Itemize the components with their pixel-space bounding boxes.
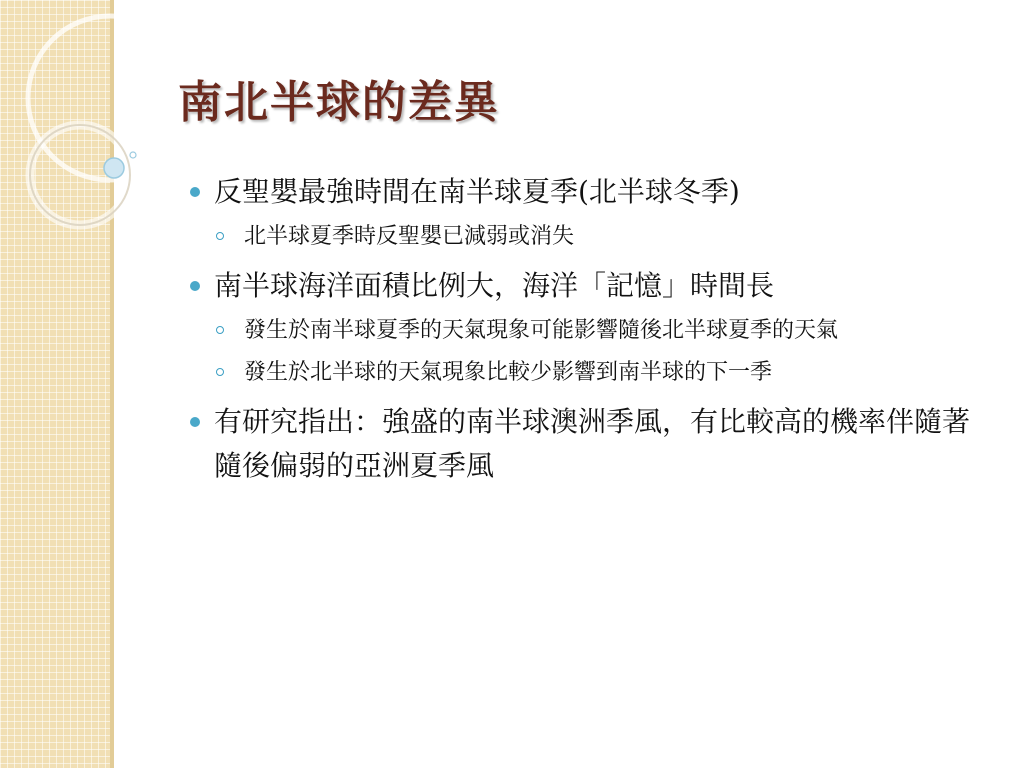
sub-bullet-2-2-text: 發生於北半球的天氣現象比較少影響到南半球的下一季 (244, 360, 773, 385)
sub-bullet-1-1 (190, 218, 980, 256)
slide-body (190, 170, 980, 488)
decorative-rings (0, 0, 150, 260)
sub-bullet-ring-icon (216, 326, 224, 334)
bullet-dot-icon (190, 281, 200, 291)
sub-bullet-ring-icon (216, 368, 224, 376)
slide-title: 南北半球的差異 (178, 77, 500, 128)
bullet-3 (190, 400, 980, 488)
sub-bullet-1-1-text: 北半球夏季時反聖嬰已減弱或消失 (244, 224, 575, 249)
bullet-dot-icon (190, 417, 200, 427)
bullet-2-text: 南半球海洋面積比例大，海洋「記憶」時間長 (214, 269, 775, 302)
bullet-1-text: 反聖嬰最強時間在南半球夏季(北半球冬季) (214, 175, 740, 208)
bullet-dot-icon (190, 187, 200, 197)
sub-bullet-2-1 (190, 312, 980, 350)
sub-bullet-2-1-text: 發生於南半球夏季的天氣現象可能影響隨後北半球夏季的天氣 (244, 318, 839, 343)
sub-bullet-2-2 (190, 354, 980, 392)
sub-bullet-ring-icon (216, 232, 224, 240)
bullet-2 (190, 264, 980, 308)
bullet-1 (190, 170, 980, 214)
bullet-3-text: 有研究指出：強盛的南半球澳洲季風，有比較高的機率伴隨著隨後偏弱的亞洲夏季風 (214, 405, 971, 482)
